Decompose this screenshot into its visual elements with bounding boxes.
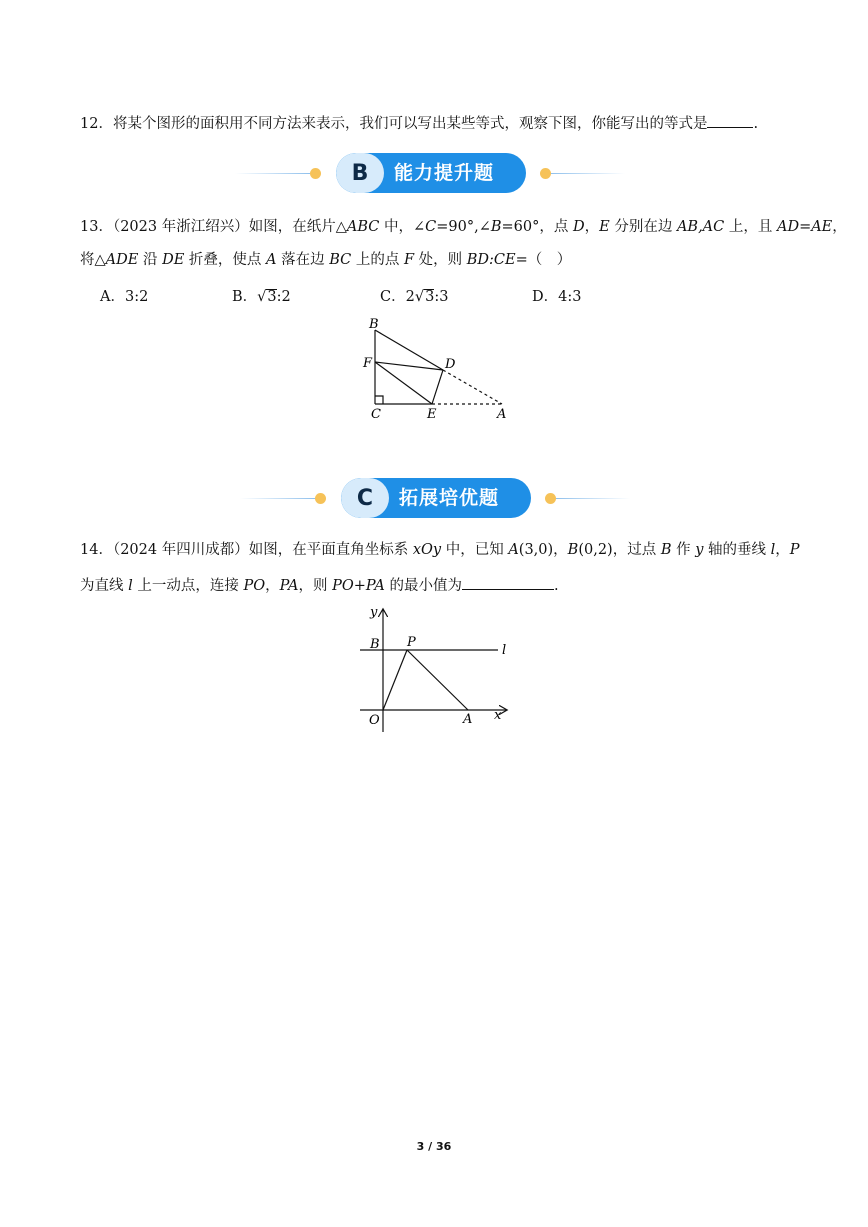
option-b[interactable]: B．√3:2 — [232, 289, 291, 305]
section-title-c: 拓展培优题 — [399, 487, 500, 509]
dot-icon — [315, 493, 326, 504]
label-d: D — [445, 357, 456, 372]
answer-blank[interactable] — [462, 575, 554, 590]
question-12-text: 12．将某个图形的面积用不同方法来表示，我们可以写出某些等式，观察下图，你能写出的等式是 — [80, 116, 708, 132]
right-angle-mark — [375, 396, 383, 404]
section-letter-c: C — [341, 478, 389, 518]
label-l: l — [502, 643, 507, 658]
label-y: y — [370, 605, 378, 620]
label-b: B — [370, 637, 380, 652]
segment-po — [383, 650, 407, 710]
section-letter-b: B — [336, 153, 384, 193]
figure-coordinate-plane — [350, 602, 520, 737]
label-e: E — [427, 407, 437, 422]
question-14-line-2: 为直线 l 上一动点，连接 PO，PA，则 PO+PA 的最小值为 . — [80, 575, 559, 596]
dot-icon — [310, 168, 321, 179]
page-number: 3 / 36 — [416, 1140, 452, 1153]
label-a: A — [463, 712, 473, 727]
segment-pa — [407, 650, 468, 710]
section-title-b: 能力提升题 — [394, 162, 495, 184]
label-x: x — [494, 708, 502, 723]
question-14-line-1: 14．（2024 年四川成都）如图，在平面直角坐标系 xOy 中，已知 A(3,0)，B(0,2)，过点 B 作 y 轴的垂线 l，P — [80, 542, 800, 558]
figure-fold-triangle — [355, 312, 525, 424]
question-13-line-1: 13．（2023 年浙江绍兴）如图，在纸片△ABC 中，∠C=90°,∠B=60°，点 D，E 分别在边 AB,AC 上，且 AD=AE， — [80, 219, 847, 235]
label-f: F — [363, 356, 373, 371]
segment-de — [432, 370, 443, 404]
label-o: O — [369, 713, 380, 728]
label-a: A — [497, 407, 507, 422]
label-c: C — [371, 407, 381, 422]
segment-bd — [375, 330, 443, 370]
answer-blank[interactable] — [707, 113, 753, 128]
option-d[interactable]: D．4:3 — [532, 289, 582, 305]
question-12: 12．将某个图形的面积用不同方法来表示，我们可以写出某些等式，观察下图，你能写出的等式是 . — [80, 113, 758, 134]
section-banner-b — [235, 153, 625, 193]
option-c[interactable]: C．2√3:3 — [380, 289, 449, 305]
dot-icon — [540, 168, 551, 179]
section-banner-c — [240, 478, 630, 518]
label-p: P — [407, 635, 416, 650]
dot-icon — [545, 493, 556, 504]
label-b: B — [369, 317, 379, 332]
option-a[interactable]: A．3:2 — [100, 289, 149, 305]
segment-da-dashed — [443, 370, 502, 404]
question-13-line-2: 将△ADE 沿 DE 折叠，使点 A 落在边 BC 上的点 F 处，则 BD:CE=（ ） — [80, 252, 572, 268]
